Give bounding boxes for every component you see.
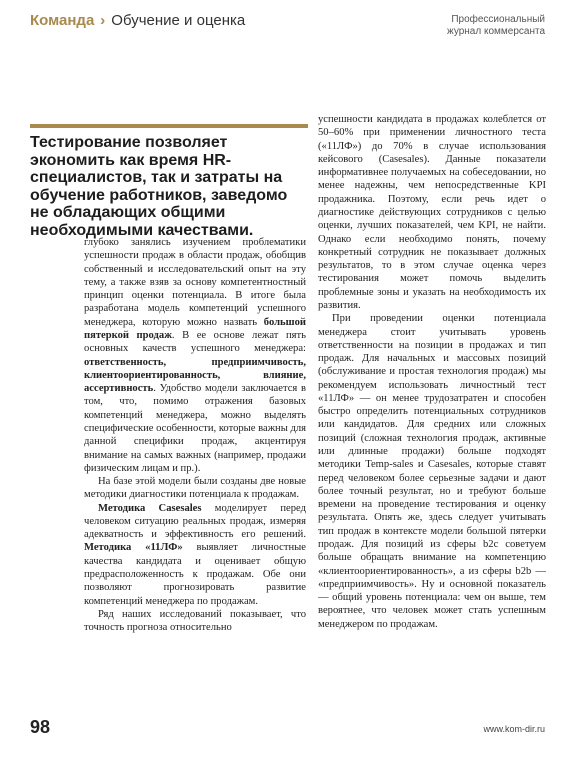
text-run: . Удобство модели заключается в том, что, помимо отражения базовых компетенций менеджера, можно выделять специфические особенности, которые важны для данной специфики продаж, акцентируя внимание на самых важных (например, продажи физическим лицам и пр.). [84,383,307,474]
text-column-left [84,236,306,634]
pull-quote-headline: Тестирование позволяет экономить как время HR-специалистов, так и затраты на обучение работников, заведомо не обладающих общими необходимыми качествами. [30,134,288,239]
headline-accent-bar [30,124,308,128]
paragraph: Ряд наших исследований показывает, что точность прогноза относительно [84,608,306,634]
journal-line-1: Профессиональный [451,14,545,25]
paragraph: При проведении оценки потенциала менеджера стоит учитывать уровень ответственности на позиции в продажах и тип продаж. Для начальных и массовых позиций (обслуживание и простая технология продаж) мы рекомендуем использовать личностный тест «11ЛФ» — он менее трудозатратен и способен быстро определить потенциальных сотрудников или кандидатов. Для средних или сложных позиций (сложная технология продаж, активные или длинные продажи) больше подходят методики Temp-sales и Casesales, которые ставят перед человеком более серьезные задачи и дают более точный результат, но и требуют больше времени на проведение тестирования и оценку результата. Опять же, здесь следует учитывать тип продаж в контексте модели большой пятерки продаж. Для позиций из сферы b2c советуем больше обращать внимание на компетенцию «клиентоориентированность», а из сферы b2b — «предприимчивость». Ну и основной показатель — общий уровень потенциала: чем он выше, тем вероятнее, что человек может стать успешным менеджером по продажам. [318,313,546,630]
text-column-right [318,113,546,631]
bold-term: ответственность, предприимчивость, клиентоориентированность, влияние, ассертивность [84,356,306,395]
bold-term: Методика Casesales [98,502,202,514]
website-url: www.kom-dir.ru [483,724,545,734]
text-run: . В ее основе лежат пять основных качеств успешного менеджера: [84,329,306,355]
paragraph [84,502,306,608]
journal-name [447,14,545,38]
section-breadcrumb [30,12,245,29]
bold-term: Методика «11ЛФ» [84,542,183,554]
journal-line-2: журнал коммерсанта [447,26,545,37]
subsection-title: Обучение и оценка [111,12,246,29]
paragraph: успешности кандидата в продажах колеблется от 50–60% при применении личностного теста («11ЛФ») до 70% в случае использования кейсового (Casesales). Данные показатели информативнее получаемых на собеседовании, но менее надежны, чем непосредственные KPI продажника. Поэтому, если речь идет о диагностике действующих сотрудников с целью оценки, лучших показателей, чем KPI, не найти. Однако если необходимо понять, почему конкретный сотрудник не показывает должных результатов, то в этом случае оценка через тестирования может помочь выделить проблемные зоны и указать на необходимость их развития. [318,114,546,311]
text-run: выявляет личностные качества кандидата и оценивает общую предрасположенность к продажам. Обе они позволяют прогнозировать развитие компетенций менеджера по продажам. [84,542,306,607]
paragraph: На базе этой модели были созданы две новые методики диагностики потенциала к продажам. [84,476,306,501]
text-run: глубоко занялись изучением проблематики успешности продаж в области продаж, обобщив собственный и исследовательский опыт на эту тему, а также взяв за основу компетентностный принцип оценки потенциала. В итоге была разработана модель компетенций успешного менеджера, которую можно назвать [84,237,306,328]
page-number: 98 [30,717,51,737]
bold-term: большой пятеркой продаж [84,316,306,341]
chevron-right-icon: › [100,12,106,29]
section-title: Команда [30,12,95,29]
paragraph [84,236,306,475]
text-run: моделирует перед человеком ситуацию реальных продаж, измеряя адекватность и эффективность его решений. [84,502,306,541]
